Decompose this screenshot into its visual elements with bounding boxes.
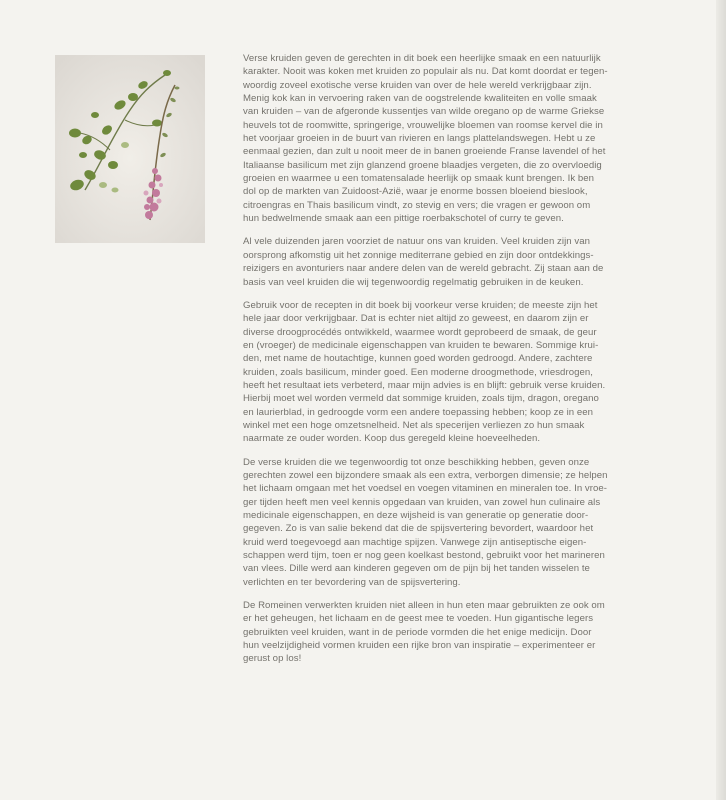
- paragraph-5: [243, 599, 683, 666]
- text-line: het lichaam omgaan met het voedsel en voegen vitaminen en mineralen toe. In vroe-: [243, 483, 608, 495]
- text-line: basis van veel kruiden die wij tegenwoordig regelmatig gebruiken in de keuken.: [243, 276, 584, 288]
- text-line: oorsprong afkomstig uit het zonnige mediterrane gebied en zijn door ontdekkings-: [243, 249, 594, 261]
- text-line: eenmaal gezien, dan zult u nooit meer de in banen groeiende Franse lavendel of het: [243, 146, 606, 158]
- text-line: gebruikten veel kruiden, want in de periode vormden die het enige medicijn. Door: [243, 626, 592, 638]
- text-line: van kruiden – van de afgeronde kussentjes van wilde oregano op de warme Griekse: [243, 106, 605, 118]
- text-line: verlichten en ter bevordering van de spijsvertering.: [243, 576, 461, 588]
- body-text: [243, 52, 683, 676]
- paragraph-1: [243, 52, 683, 225]
- text-line: medicinale eigenschappen, en deze wijsheid is van generatie op generatie door-: [243, 510, 589, 521]
- text-line: Gebruik voor de recepten in dit boek bij voorkeur verse kruiden; de meeste zijn het: [243, 299, 598, 311]
- text-line: gerust op los!: [243, 653, 302, 665]
- text-line: den, met name de houtachtige, kunnen goed worden gedroogd. Andere, zachtere: [243, 353, 593, 365]
- text-line: heuvels tot de roomwitte, springerige, vrouwelijke bloemen van roomse kervel die in: [243, 119, 603, 131]
- paragraph-4: [243, 456, 683, 589]
- text-line: dol op de markten van Zuidoost-Azië, waar je enorme bossen bloeiend bieslook,: [243, 186, 588, 198]
- text-line: kruid werd toegevoegd aan machtige spijzen. Vanwege zijn antiseptische eigen-: [243, 536, 587, 548]
- text-line: Verse kruiden geven de gerechten in dit boek een heerlijke smaak en een natuurlijk: [243, 53, 601, 64]
- text-line: gegeven. Zo is van salie bekend dat die de spijsvertering bevordert, waardoor het: [243, 523, 594, 535]
- text-line: naarmate ze ouder worden. Koop dus geregeld kleine hoeveelheden.: [243, 433, 541, 445]
- text-line: hun veelzijdigheid vormen kruiden een rijke bron van inspiratie – experimenteer er: [243, 640, 596, 652]
- text-line: groeien en waarmee u een tomatensalade heerlijk op smaak kunt brengen. Ik ben: [243, 173, 595, 185]
- text-line: De Romeinen verwerkten kruiden niet alleen in hun eten maar gebruikten ze ook om: [243, 600, 605, 612]
- text-line: woordig zoveel exotische verse kruiden van over de hele wereld verkrijgbaar zijn.: [243, 79, 592, 91]
- text-line: Menig kok kan in vervoering raken van de oogstrelende kwaliteiten en volle smaak: [243, 93, 597, 105]
- text-line: Hierbij moet wel worden vermeld dat sommige kruiden, zoals tijm, dragon, oregano: [243, 393, 599, 405]
- text-line: en (vroeger) de medicinale eigenschappen van kruiden te bewaren. Sommige krui-: [243, 339, 599, 351]
- text-line: heeft het resultaat iets verbeterd, maar mijn advies is en blijft: gebruik verse kruiden.: [243, 379, 606, 391]
- text-line: van vlees. Dille werd aan kinderen gegeven om de pijn bij het tanden wisselen te: [243, 563, 590, 575]
- text-line: gerechten zowel een bijzondere smaak als een extra, verborgen dimensie; ze helpen: [243, 469, 608, 481]
- paragraph-3: [243, 299, 683, 446]
- text-line: kruiden, zoals basilicum, minder goed. Een moderne droogmethode, vriesdrogen,: [243, 366, 593, 378]
- text-line: winkel met een hoge omzetsnelheid. Net als specerijen verliezen zo hun smaak: [243, 419, 585, 431]
- text-line: citroengras en Thais basilicum vindt, zo stevig en vers; die vragen er gewoon om: [243, 199, 591, 211]
- text-line: schappen werd tijm, toen er nog geen koelkast bestond, gebruikt voor het marineren: [243, 550, 605, 562]
- herb-sprigs-photo: [55, 55, 205, 243]
- text-line: er het geheugen, het lichaam en de geest mee te voeden. Hun gigantische legers: [243, 613, 594, 625]
- text-line: hun bedwelmende smaak aan een pittige roerbakschotel of curry te geven.: [243, 213, 564, 225]
- page-edge: [716, 0, 726, 800]
- text-line: Al vele duizenden jaren voorziet de natuur ons van kruiden. Veel kruiden zijn van: [243, 236, 590, 248]
- text-line: hele jaar door verkrijgbaar. Dat is echter niet altijd zo geweest, en daarom zijn er: [243, 313, 589, 325]
- text-line: Italiaanse basilicum met zijn glanzend groene blaadjes vergeten, die zo overvloedig: [243, 159, 602, 171]
- text-line: reizigers en avonturiers naar andere delen van de wereld gebracht. Zij staan aan de: [243, 263, 604, 275]
- paragraph-2: [243, 235, 683, 288]
- text-line: De verse kruiden die we tegenwoordig tot onze beschikking hebben, geven onze: [243, 456, 590, 468]
- text-line: ger tijden heeft men veel kennis opgedaan van kruiden, van zowel hun culinaire als: [243, 496, 601, 508]
- text-line: diverse droogprocédés ontwikkeld, waarmee wordt geprobeerd de smaak, de geur: [243, 326, 597, 338]
- text-line: karakter. Nooit was koken met kruiden zo populair als nu. Dat komt doordat er tegen-: [243, 66, 608, 78]
- text-line: het voorjaar groeien in de buurt van rivieren en langs plattelandswegen. Hebt u ze: [243, 133, 596, 145]
- text-line: en laurierblad, in gedroogde vorm een andere toepassing hebben; koop ze in een: [243, 406, 594, 418]
